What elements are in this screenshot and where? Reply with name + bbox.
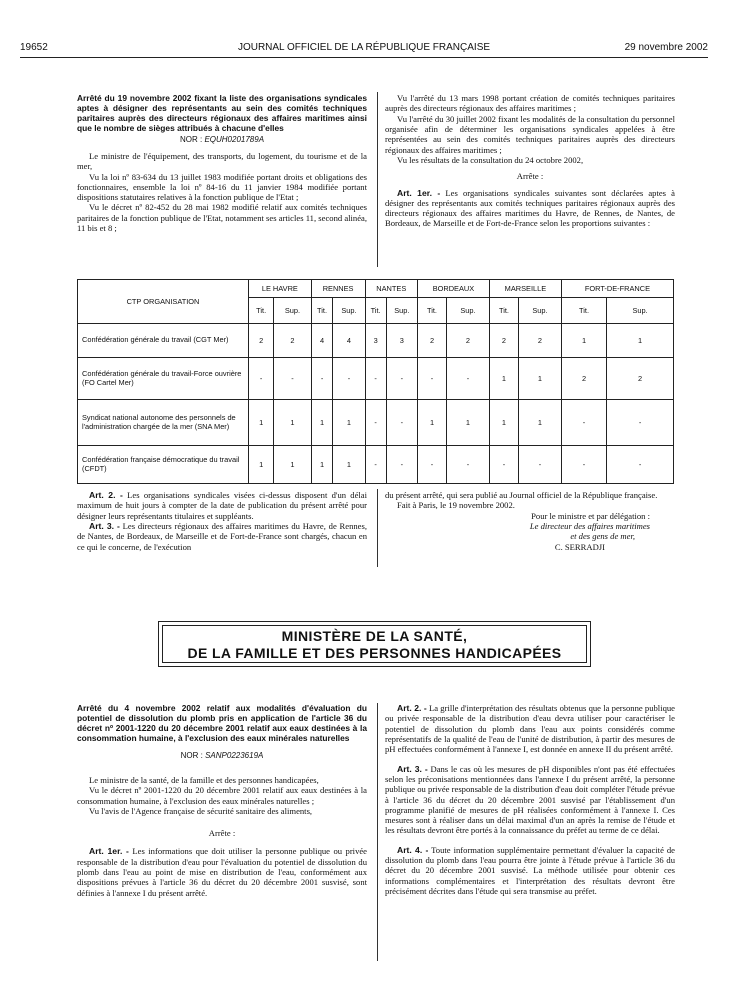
table-cell: - <box>386 358 417 400</box>
table-cell: - <box>386 446 417 484</box>
table-cell: 2 <box>561 358 606 400</box>
table-cell: - <box>333 358 365 400</box>
table-cell: 1 <box>311 400 333 446</box>
table-row <box>78 400 674 446</box>
table-cell: 2 <box>519 324 562 358</box>
table-cell: - <box>561 446 606 484</box>
decree1-article-1: Art. 1er. - Les organisations syndicales suivantes sont déclarées aptes à désigner des représentants aux comités techniques paritaires régionaux auprès des directeurs régionaux des affaires maritimes du Havre, de Rennes, de Nantes, de Bordeaux, de Marseille et de Fort-de-France selon les proportions suivantes : <box>385 187 675 229</box>
decree1-title: Arrêté du 19 novembre 2002 fixant la liste des organisations syndicales aptes à désigner des représentants au sein des comités techniques paritaires auprès des directeurs régionaux des affaires maritimes ainsi que le nombre de sièges attribués à chacune d'elles <box>77 93 367 134</box>
table-cell: - <box>447 358 490 400</box>
subheader-tit: Tit. <box>561 298 606 324</box>
decree2-arrete: Arrête : <box>208 828 236 839</box>
table-cell: 1 <box>417 400 446 446</box>
ministry-heading <box>162 625 587 663</box>
decree2-article-4: Art. 4. - Toute information supplémentaire permettant d'évaluer la capacité de dissolution du plomb dans l'eau pourra être jointe à l'étude prévue à l'article 36 du décret du 20 décembre 2001 susvisé. La méthode utilisée pour obtenir ces informations complémentaires et l'interprétation des résultats devront être précisément décrites dans l'étude qui sera transmise au préfet. <box>385 844 675 896</box>
subheader-tit: Tit. <box>489 298 518 324</box>
table-cell: - <box>249 358 274 400</box>
table-cell: - <box>447 446 490 484</box>
subheader-sup: Sup. <box>447 298 490 324</box>
column-divider <box>377 92 378 267</box>
decree1-article-3: Art. 3. - Les directeurs régionaux des affaires maritimes du Havre, de Rennes, de Nantes, de Bordeaux, de Marseille et de Fort-de-France sont chargés, chacun en ce qui le concerne, de l'exécution <box>77 520 367 552</box>
decree2-right-column <box>385 703 675 896</box>
decree1-signature-line: Pour le ministre et par délégation : <box>531 510 650 521</box>
subheader-sup: Sup. <box>607 298 674 324</box>
ministry-heading-line1: MINISTÈRE DE LA SANTÉ, <box>281 628 468 644</box>
decree1-right-column <box>385 93 675 229</box>
table-cell: - <box>365 358 386 400</box>
table-cell: 3 <box>386 324 417 358</box>
issue-date: 29 novembre 2002 <box>624 42 708 53</box>
decree1-articles-right <box>385 490 675 552</box>
decree1-fait: Fait à Paris, le 19 novembre 2002. <box>397 500 515 511</box>
page-header <box>20 42 708 58</box>
table-cell: 1 <box>274 400 311 446</box>
column-divider <box>377 489 378 567</box>
table-header-org: CTP ORGANISATION <box>78 280 249 324</box>
decree1-signatory: C. SERRADJI <box>554 541 605 552</box>
journal-title: JOURNAL OFFICIEL DE LA RÉPUBLIQUE FRANÇAISE <box>237 42 491 53</box>
table-cell: 2 <box>274 324 311 358</box>
decree1-visa: Vu l'arrêté du 30 juillet 2002 fixant les modalités de la consultation du personnel organisée afin de déterminer les organisations syndicales appelées à être représentées au sein des comités techniques paritaires auprès des directeurs régionaux des affaires maritimes ; <box>385 113 675 155</box>
table-org-name: Confédération générale du travail (CGT Mer) <box>78 324 249 358</box>
decree1-visa: Vu l'arrêté du 13 mars 1998 portant création de comités techniques paritaires auprès des directeurs régionaux des affaires maritimes ; <box>385 93 675 114</box>
table-cell: 1 <box>489 358 518 400</box>
decree2-article-1: Art. 1er. - Les informations que doit utiliser la personne publique ou privée responsable de la distribution d'eau pour l'évaluation du potentiel de dissolution du plomb dans l'eau au point de mise en distribution de l'eau, conformément aux dispositions prévues à l'article 36 du décret du 20 décembre 2001 susvisé, sont définies à l'annexe I du présent arrêté. <box>77 846 367 898</box>
table-cell: 1 <box>607 324 674 358</box>
table-header-region: NANTES <box>365 280 417 298</box>
table-cell: 2 <box>249 324 274 358</box>
table-header-region: RENNES <box>311 280 365 298</box>
table-cell: 1 <box>333 400 365 446</box>
decree2-visa: Vu le décret nº 2001-1220 du 20 décembre 2001 relatif aux eaux destinées à la consommation humaine, à l'exclusion des eaux minérales naturelles ; <box>77 785 367 806</box>
table-cell: - <box>417 358 446 400</box>
table-cell: 4 <box>311 324 333 358</box>
subheader-tit: Tit. <box>365 298 386 324</box>
decree2-article-2: Art. 2. - La grille d'interprétation des résultats obtenus que la personne publique ou privée responsable de la distribution d'eau devra utiliser pour caractériser le potentiel de dissolution du plomb dans l'eau aux points considérés comme représentatifs de la qualité de l'eau de l'unité de distribution, à partir des mesures de pH effectuées conformément à l'annexe I, est donnée en annexe II du présent arrêté. <box>385 703 675 755</box>
decree2-nor: NOR : SANP0223619A <box>180 751 264 761</box>
table-cell: 1 <box>311 446 333 484</box>
decree2-article-3: Art. 3. - Dans le cas où les mesures de pH disponibles n'ont pas été effectuées selon les préconisations mentionnées dans l'annexe I du présent arrêté, la personne publique ou privée responsable de la distribution d'eau doit compléter l'étude prévue à l'article 36 du décret du 20 décembre 2001 susvisé par l'établissement d'un programme planifié de mesures de pH réalisées conformément à l'annexe I. Ces mesures sont à réaliser dans un délai maximal d'un an après la remise de l'étude et les résultats devront être portés à la connaissance du préfet au terme de ce délai. <box>385 763 675 836</box>
subheader-tit: Tit. <box>311 298 333 324</box>
table-header-region: LE HAVRE <box>249 280 312 298</box>
table-cell: 1 <box>447 400 490 446</box>
subheader-sup: Sup. <box>333 298 365 324</box>
decree1-minister: Le ministre de l'équipement, des transports, du logement, du tourisme et de la mer, <box>77 150 367 172</box>
table-row <box>78 358 674 400</box>
decree2-left-column <box>77 703 367 898</box>
table-cell: 1 <box>249 400 274 446</box>
table-cell: 2 <box>417 324 446 358</box>
table-header-region: FORT-DE-FRANCE <box>561 280 673 298</box>
table-cell: - <box>311 358 333 400</box>
table-header-region: BORDEAUX <box>417 280 489 298</box>
column-divider <box>377 703 378 961</box>
header-rule <box>20 57 708 58</box>
table-cell: - <box>607 446 674 484</box>
table-cell: 1 <box>489 400 518 446</box>
decree1-visa: Vu le décret nº 82-452 du 28 mai 1982 modifié relatif aux comités techniques paritaires de la fonction publique de l'Etat, notamment ses articles 11, second alinéa, 11 bis et 8 ; <box>77 202 367 234</box>
table-cell: 1 <box>561 324 606 358</box>
subheader-sup: Sup. <box>274 298 311 324</box>
subheader-tit: Tit. <box>249 298 274 324</box>
table-cell: - <box>607 400 674 446</box>
ministry-heading-line2: DE LA FAMILLE ET DES PERSONNES HANDICAPÉES <box>187 645 562 661</box>
decree2-minister: Le ministre de la santé, de la famille et des personnes handicapées, <box>89 774 319 785</box>
table-header-region: MARSEILLE <box>489 280 561 298</box>
table-cell: 1 <box>519 358 562 400</box>
table-cell: 1 <box>274 446 311 484</box>
decree2-visa: Vu l'avis de l'Agence française de sécurité sanitaire des aliments, <box>89 805 313 816</box>
decree1-article-3-continued: du présent arrêté, qui sera publié au Journal officiel de la République française. <box>385 490 658 500</box>
seats-table <box>77 279 674 484</box>
table-cell: 2 <box>489 324 518 358</box>
table-cell: - <box>365 400 386 446</box>
table-cell: - <box>561 400 606 446</box>
decree1-nor: NOR : EQUH0201789A <box>179 135 265 145</box>
decree1-visa: Vu la loi nº 83-634 du 13 juillet 1983 modifiée portant droits et obligations des fonctionnaires, ensemble la loi nº 84-16 du 11 janvier 1984 modifiée portant dispositions statutaires relatives à la fonction publique de l'Etat ; <box>77 171 367 203</box>
decree1-visa: Vu les résultats de la consultation du 24 octobre 2002, <box>397 154 584 165</box>
subheader-tit: Tit. <box>417 298 446 324</box>
table-cell: - <box>386 400 417 446</box>
table-cell: 1 <box>519 400 562 446</box>
table-org-name: Confédération française démocratique du travail (CFDT) <box>78 446 249 484</box>
decree2-title: Arrêté du 4 novembre 2002 relatif aux modalités d'évaluation du potentiel de dissolution du plomb pris en application de l'article 36 du décret nº 2001-1220 du 20 décembre 2001 relatif aux eaux destinées à la consommation humaine, à l'exclusion des eaux minérales naturelles <box>77 703 367 744</box>
subheader-sup: Sup. <box>386 298 417 324</box>
table-cell: - <box>417 446 446 484</box>
table-row <box>78 324 674 358</box>
table-cell: 3 <box>365 324 386 358</box>
decree1-arrete: Arrête : <box>516 171 544 182</box>
table-cell: 1 <box>249 446 274 484</box>
ministry-heading-box <box>158 621 591 667</box>
table-org-name: Syndicat national autonome des personnels de l'administration chargée de la mer (SNA Mer) <box>78 400 249 446</box>
table-cell: - <box>489 446 518 484</box>
decree1-signature-line: et des gens de mer, <box>570 531 635 542</box>
page-number: 19652 <box>20 42 48 53</box>
table-cell: 1 <box>333 446 365 484</box>
table-row <box>78 446 674 484</box>
decree1-signature-line: Le directeur des affaires maritimes <box>529 520 650 531</box>
table-cell: 4 <box>333 324 365 358</box>
table-cell: - <box>274 358 311 400</box>
table-cell: - <box>365 446 386 484</box>
table-cell: - <box>519 446 562 484</box>
decree1-left-column <box>77 93 367 233</box>
table-org-name: Confédération générale du travail-Force ouvrière (FO Cartel Mer) <box>78 358 249 400</box>
subheader-sup: Sup. <box>519 298 562 324</box>
decree1-articles-left <box>77 490 367 552</box>
table-cell: 2 <box>447 324 490 358</box>
decree1-article-2: Art. 2. - Les organisations syndicales visées ci-dessus disposent d'un délai maximum de huit jours à compter de la date de publication du présent arrêté pour désigner leurs représentants titulaires et suppléants. <box>77 490 368 521</box>
table-cell: 2 <box>607 358 674 400</box>
